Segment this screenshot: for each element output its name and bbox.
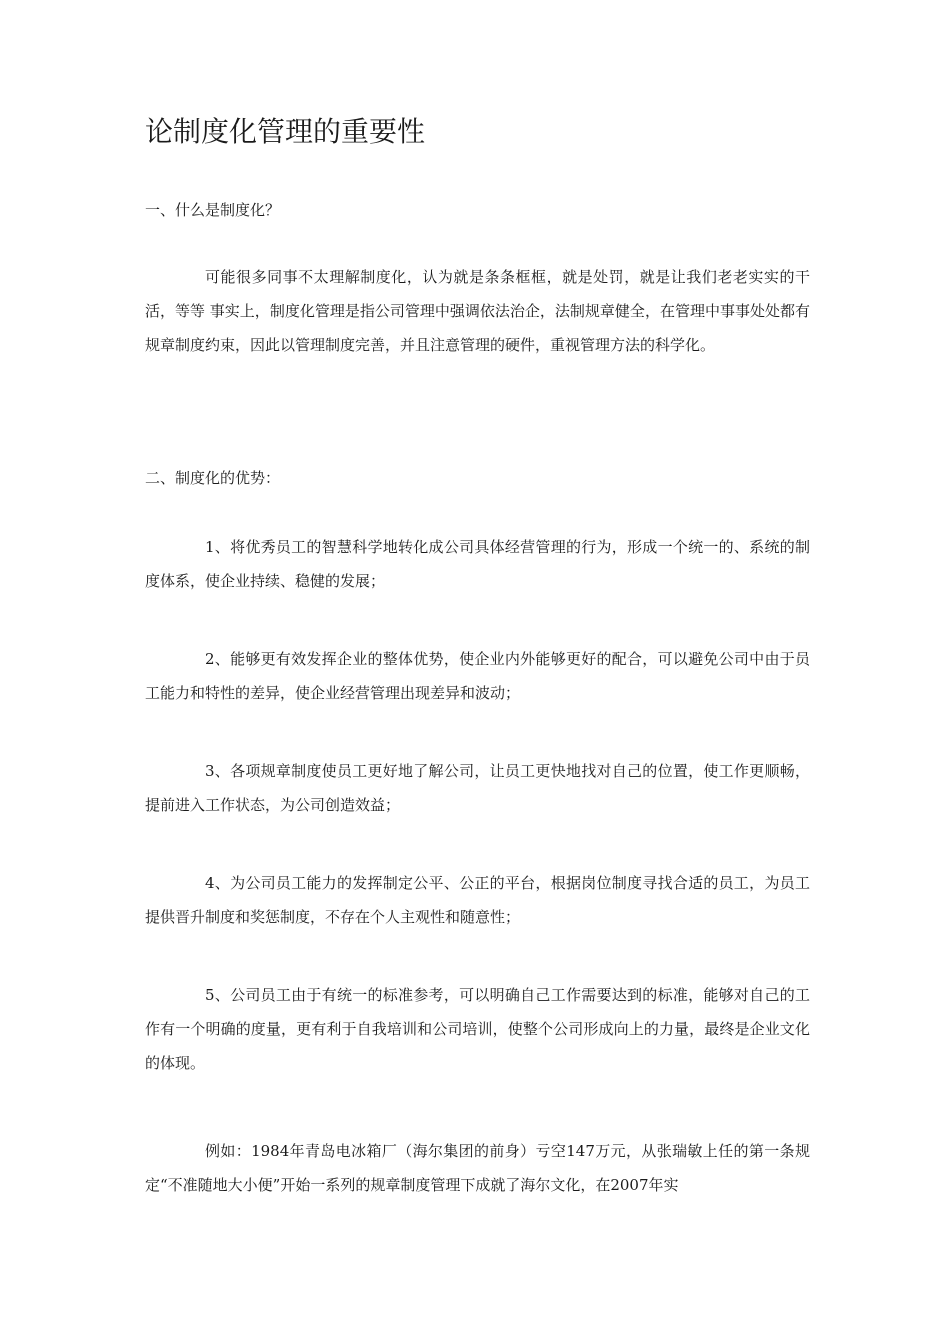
advantage-item-5: 5、公司员工由于有统一的标准参考，可以明确自己工作需要达到的标准，能够对自己的工作有一个明确的度量，更有利于自我培训和公司培训，使整个公司形成向上的力量，最终是企业文化的体现。 xyxy=(145,986,810,1072)
paragraph-definition: 可能很多同事不太理解制度化，认为就是条条框框，就是处罚，就是让我们老老实实的干活，等等 事实上，制度化管理是指公司管理中强调依法治企，法制规章健全，在管理中事事处处都有规章制度约束，因此以管理制度完善，并且注意管理的硬件，重视管理方法的科学化。 xyxy=(145,268,810,354)
section-heading-what-is: 一、什么是制度化？ xyxy=(145,201,281,219)
advantage-item-1: 1、将优秀员工的智慧科学地转化成公司具体经营管理的行为，形成一个统一的、系统的制度体系，使企业持续、稳健的发展； xyxy=(145,538,810,590)
advantage-item-4: 4、为公司员工能力的发挥制定公平、公正的平台，根据岗位制度寻找合适的员工，为员工提供晋升制度和奖惩制度，不存在个人主观性和随意性； xyxy=(145,874,810,926)
advantage-item-3: 3、各项规章制度使员工更好地了解公司，让员工更快地找对自己的位置，使工作更顺畅，提前进入工作状态，为公司创造效益； xyxy=(145,762,810,814)
advantage-item-2: 2、能够更有效发挥企业的整体优势，使企业内外能够更好的配合，可以避免公司中由于员工能力和特性的差异，使企业经营管理出现差异和波动； xyxy=(145,650,810,702)
section-heading-advantages: 二、制度化的优势： xyxy=(145,469,281,487)
paragraph-example: 例如：1984年青岛电冰箱厂（海尔集团的前身）亏空147万元，从张瑞敏上任的第一条规定“不准随地大小便”开始一系列的规章制度管理下成就了海尔文化，在2007年实 xyxy=(145,1142,810,1194)
document-title: 论制度化管理的重要性 xyxy=(145,115,426,148)
